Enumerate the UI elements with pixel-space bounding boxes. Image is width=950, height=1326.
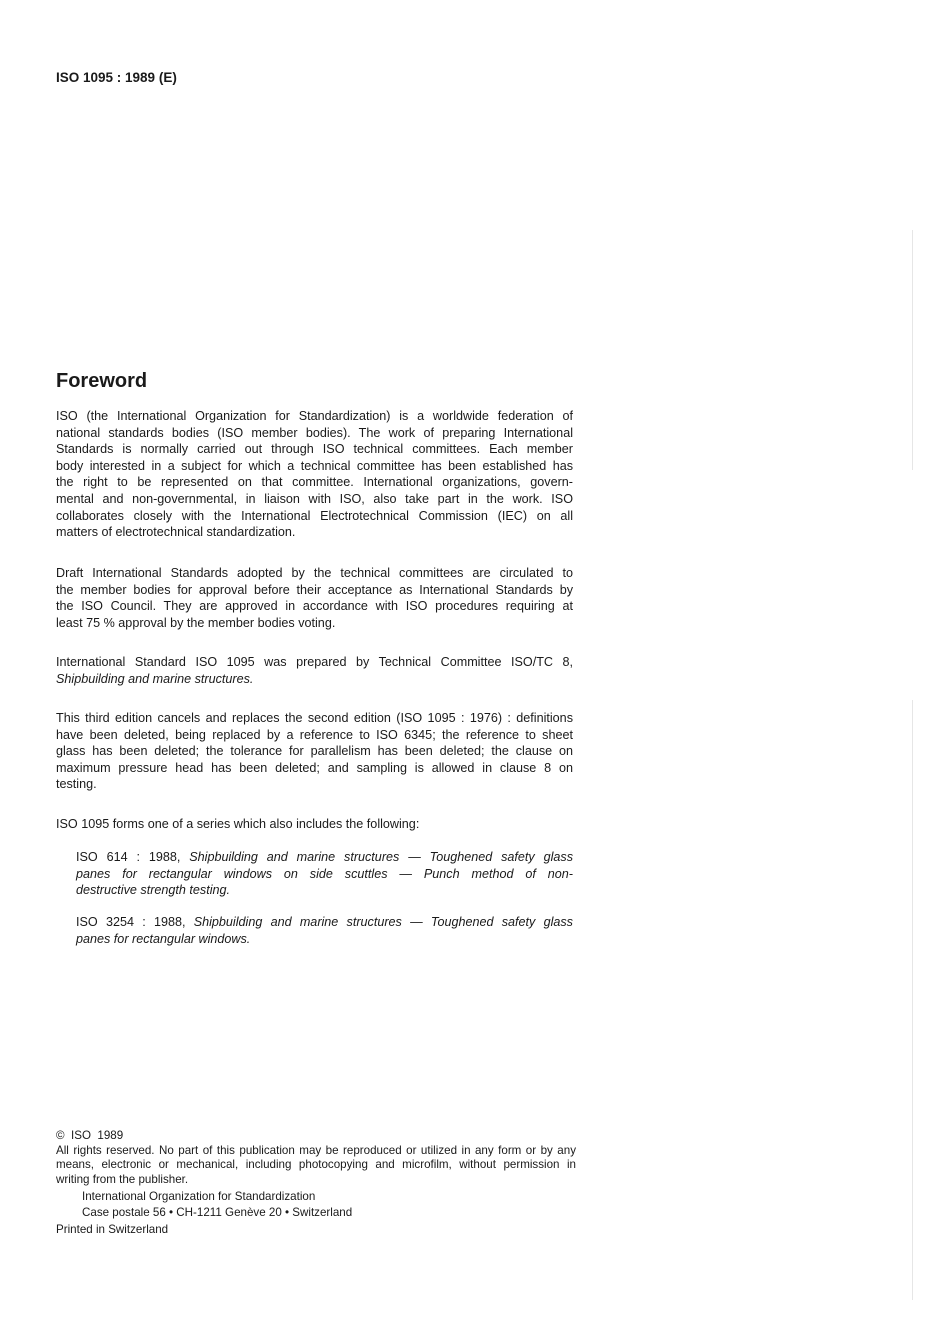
text-line: least 75 % approval by the member bodies voting.: [56, 615, 336, 630]
reference-number: ISO 3254 : 1988,: [76, 915, 194, 929]
paragraph-series: [56, 816, 573, 833]
reference-number: ISO 614 : 1988,: [76, 850, 190, 864]
copyright-line: © ISO 1989: [56, 1129, 124, 1142]
text-line: Standards is normally carried out through ISO technical committees. Each member: [56, 442, 573, 457]
text-line: collaborates closely with the International Electrotechnical Commission (IEC) on all: [56, 508, 573, 523]
text-line: have been deleted, being replaced by a reference to ISO 6345; the reference to sheet: [56, 727, 573, 742]
text-line: All rights reserved. No part of this publication may be reproduced or utilized in any form or by any: [56, 1143, 576, 1157]
text-line: testing.: [56, 777, 97, 792]
reference-title: Shipbuilding and marine structures — Toughened safety glass: [189, 850, 573, 864]
text-line: ISO 1095 forms one of a series which also includes the following:: [56, 817, 420, 831]
reference-title: Shipbuilding and marine structures — Toughened safety glass: [193, 915, 573, 929]
text-line: the ISO Council. They are approved in accordance with ISO procedures requiring at: [56, 599, 573, 614]
text-line: maximum pressure head has been deleted; and sampling is allowed in clause 8 on: [56, 760, 573, 775]
reference-iso-3254: [76, 914, 573, 947]
document-header: ISO 1095 : 1989 (E): [56, 70, 177, 85]
reference-title: panes for rectangular windows on side scuttles — Punch method of non-: [76, 866, 573, 881]
text-line: the right to be represented on that committee. International organizations, govern-: [56, 475, 573, 490]
text-line: ISO (the International Organization for Standardization) is a worldwide federation of: [56, 409, 573, 423]
publisher-name: International Organization for Standardization: [82, 1190, 316, 1204]
scan-edge: [912, 230, 913, 470]
text-line: means, electronic or mechanical, including photocopying and microfilm, without permission in: [56, 1158, 576, 1172]
text-line: the member bodies for approval before their acceptance as International Standards by: [56, 582, 573, 597]
copyright-block: [56, 1129, 576, 1238]
paragraph-iso-intro: [56, 408, 573, 541]
scan-edge: [912, 700, 913, 1300]
text-line: International Standard ISO 1095 was prepared by Technical Committee ISO/TC 8,: [56, 655, 573, 669]
publisher-address: Case postale 56 • CH-1211 Genève 20 • Switzerland: [82, 1206, 353, 1220]
text-line: Draft International Standards adopted by the technical committees are circulated to: [56, 566, 573, 580]
text-line: matters of electrotechnical standardization.: [56, 525, 296, 540]
text-line: national standards bodies (ISO member bodies). The work of preparing International: [56, 425, 573, 440]
reference-title: panes for rectangular windows.: [76, 931, 251, 946]
reference-title: destructive strength testing.: [76, 883, 231, 898]
text-line: This third edition cancels and replaces the second edition (ISO 1095 : 1976) : definitions: [56, 711, 573, 725]
page-title: Foreword: [56, 370, 148, 392]
text-line: glass has been deleted; the tolerance for parallelism has been deleted; the clause on: [56, 744, 573, 759]
paragraph-draft-standards: [56, 565, 573, 631]
text-line: body interested in a subject for which a technical committee has been established has: [56, 458, 573, 473]
text-line: mental and non-governmental, in liaison with ISO, also take part in the work. ISO: [56, 491, 573, 506]
text-line: writing from the publisher.: [56, 1172, 189, 1186]
printed-in: Printed in Switzerland: [56, 1223, 169, 1237]
committee-title: Shipbuilding and marine structures.: [56, 671, 254, 686]
paragraph-prepared-by: [56, 654, 573, 687]
paragraph-edition: [56, 710, 573, 793]
reference-iso-614: [76, 849, 573, 899]
